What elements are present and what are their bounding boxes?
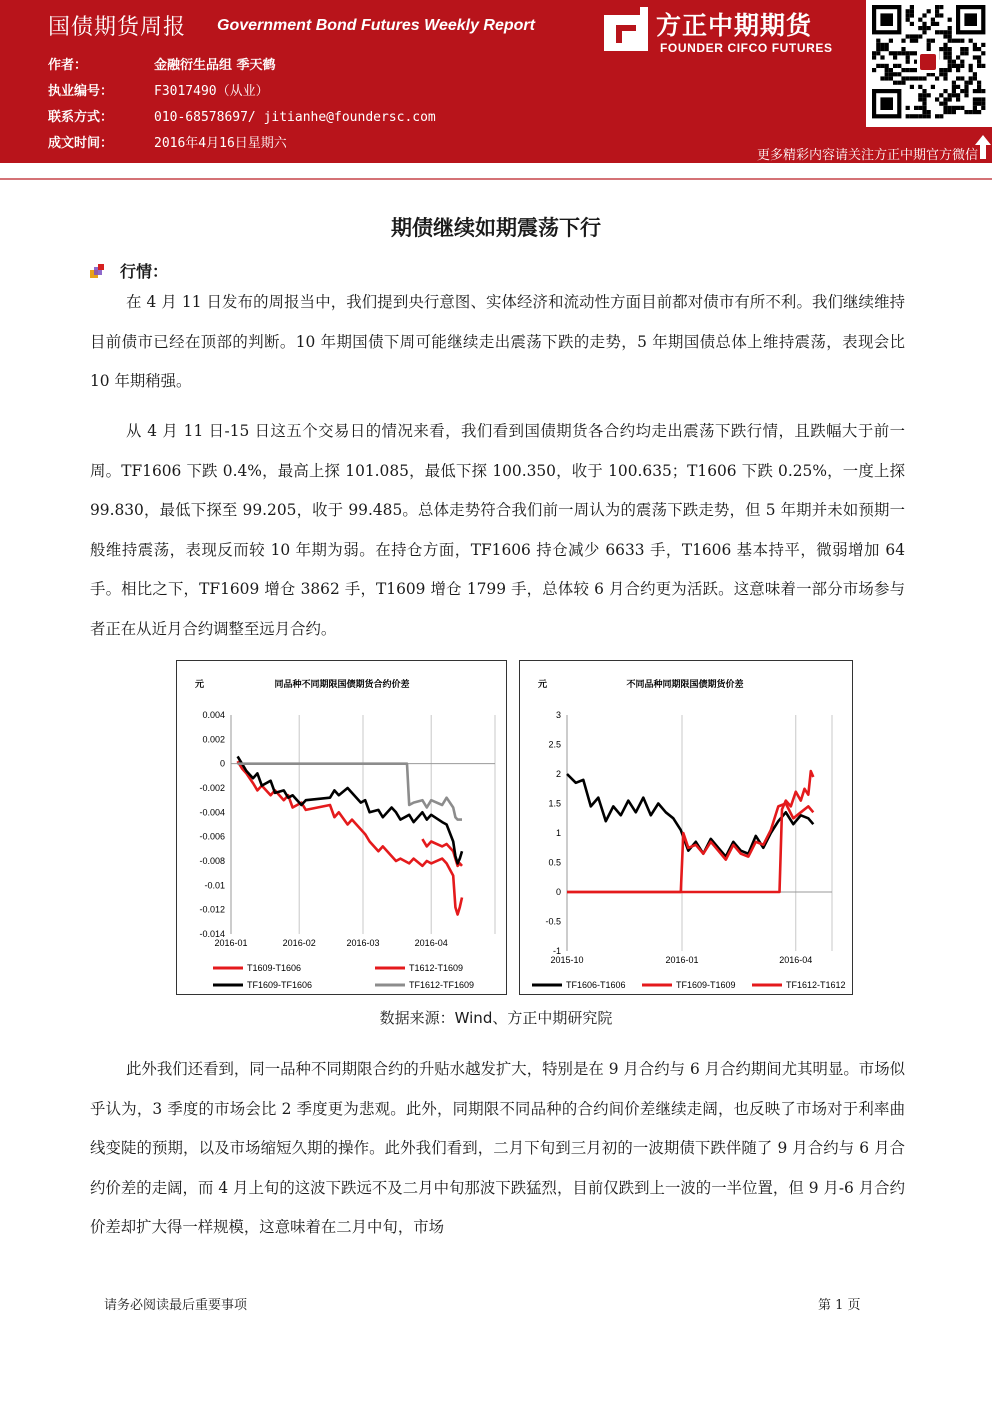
qr-module (981, 106, 985, 110)
qr-module (906, 34, 910, 38)
qr-module (973, 43, 977, 47)
qr-module (914, 114, 918, 118)
qr-module (872, 51, 876, 55)
qr-module (935, 9, 939, 13)
qr-module (910, 39, 914, 43)
qr-module (977, 55, 981, 59)
qr-module (876, 51, 880, 55)
qr-module (973, 110, 977, 114)
qr-module (969, 68, 973, 72)
meta-author (48, 54, 276, 73)
qr-module (956, 97, 960, 101)
chart-legend-label: TF1612-TF1609 (409, 980, 475, 990)
chart-legend-label: TF1609-T1609 (676, 980, 736, 990)
qr-module (876, 47, 880, 51)
qr-module (931, 85, 935, 89)
qr-module (918, 93, 922, 97)
qr-module (981, 97, 985, 101)
meta-label: 作者： (48, 58, 88, 73)
qr-module (943, 47, 947, 51)
qr-module (977, 85, 981, 89)
chart-y-tick-label: 1.5 (548, 798, 561, 809)
qr-module (927, 43, 931, 47)
chart-y-tick-label: -1 (552, 946, 561, 956)
qr-module (977, 102, 981, 106)
meta-value[interactable]: 010-68578697/ jitianhe@foundersc.com (154, 110, 436, 125)
qr-module (872, 55, 876, 59)
qr-module (973, 97, 977, 101)
qr-module (906, 60, 910, 64)
qr-module (914, 106, 918, 110)
qr-module (969, 39, 973, 43)
qr-finder (880, 97, 893, 110)
qr-module (885, 43, 889, 47)
qr-module (889, 51, 893, 55)
qr-module (931, 18, 935, 22)
qr-module (901, 76, 905, 80)
qr-module (880, 76, 884, 80)
qr-module (906, 18, 910, 22)
paragraph-2: 从 4 月 11 日-15 日这五个交易日的情况来看，我们看到国债期货各合约均走出震荡下跌行情，且跌幅大于前一周。TF1606 下跌 0.4%，最高上探 101.085，最低下探 100.350，收于 100.635；T1606 下跌 0.25%，一度上探 99.830，最低下探至 99.205，收于 99.485。总体走势符合我们前一周认为的震荡下跌走势，但 5 年期并未如预期一般维持震荡，表现反而较 10 年期为弱。在持仓方面，TF1606 持仓减少 6633 手，T1606 基本持平，微弱增加 64 手。相比之下，TF1609 增仓 3862 手，T1609 增仓 1799 手，总体较 6 月合约更为活跃。这意味着一部分市场参与者正在从近月合约调整至远月合约。 (90, 422, 905, 638)
qr-module (943, 102, 947, 106)
wechat-qr-code (866, 0, 992, 127)
qr-module (943, 89, 947, 93)
chart-y-tick-label: -0.01 (204, 880, 225, 891)
qr-module (876, 39, 880, 43)
qr-module (935, 5, 939, 9)
qr-module (889, 68, 893, 72)
report-title-en: Government Bond Futures Weekly Report (217, 17, 535, 34)
qr-module (889, 76, 893, 80)
qr-module (943, 68, 947, 72)
chart-x-tick-label: 2015-10 (550, 955, 584, 965)
founder-logo-icon (604, 7, 648, 51)
meta-value: 2016年4月16日星期六 (154, 136, 287, 151)
qr-module (885, 76, 889, 80)
qr-module (927, 9, 931, 13)
qr-module (897, 51, 901, 55)
qr-module (918, 76, 922, 80)
qr-module (927, 110, 931, 114)
chart-series-line (238, 756, 462, 863)
qr-module (935, 97, 939, 101)
qr-module (948, 97, 952, 101)
qr-module (973, 72, 977, 76)
qr-module (922, 30, 926, 34)
section-bullet-icon (90, 264, 106, 278)
qr-module (948, 68, 952, 72)
qr-module (952, 60, 956, 64)
chart-y-tick-label: -0.008 (199, 856, 225, 866)
qr-module (952, 93, 956, 97)
chart-y-tick-label: 3 (555, 710, 561, 720)
qr-module (960, 64, 964, 68)
qr-module (876, 64, 880, 68)
chart-y-tick-label: -0.004 (199, 807, 225, 818)
qr-module (943, 30, 947, 34)
qr-module (973, 76, 977, 80)
chart-cross-product-spread-svg (520, 661, 852, 994)
qr-module (927, 114, 931, 118)
qr-module (922, 106, 926, 110)
chart-x-tick-label: 2016-01 (214, 938, 248, 948)
qr-module (906, 76, 910, 80)
qr-module (948, 106, 952, 110)
qr-module (969, 110, 973, 114)
qr-module (964, 93, 968, 97)
qr-module (956, 85, 960, 89)
qr-module (910, 114, 914, 118)
qr-module (939, 5, 943, 9)
qr-module (935, 76, 939, 80)
chart-x-tick-label: 2016-04 (414, 938, 448, 948)
qr-module (922, 110, 926, 114)
qr-module (939, 72, 943, 76)
chart-same-product-spread-svg (177, 661, 506, 994)
meta-value: F3017490（从业） (154, 84, 269, 99)
qr-module (943, 51, 947, 55)
qr-module (956, 55, 960, 59)
qr-module (956, 68, 960, 72)
qr-module (977, 110, 981, 114)
qr-module (918, 85, 922, 89)
qr-module (943, 43, 947, 47)
chart-legend-label: TF1609-TF1606 (247, 980, 313, 990)
qr-module (939, 68, 943, 72)
chart-x-tick-label: 2016-03 (346, 938, 380, 948)
qr-module (977, 89, 981, 93)
qr-module (952, 81, 956, 85)
qr-module (948, 30, 952, 34)
qr-module (922, 26, 926, 30)
qr-finder (964, 13, 977, 26)
qr-module (880, 47, 884, 51)
qr-module (981, 89, 985, 93)
qr-module (910, 5, 914, 9)
qr-module (969, 81, 973, 85)
qr-module (889, 72, 893, 76)
qr-module (922, 89, 926, 93)
qr-module (973, 102, 977, 106)
qr-module (964, 85, 968, 89)
qr-module (893, 64, 897, 68)
chart-y-tick-label: 1 (555, 828, 561, 838)
qr-module (885, 47, 889, 51)
qr-module (977, 60, 981, 64)
qr-module (935, 22, 939, 26)
qr-module (977, 97, 981, 101)
qr-module (910, 9, 914, 13)
qr-module (918, 18, 922, 22)
qr-module (897, 72, 901, 76)
qr-module (901, 81, 905, 85)
paragraph-1: 在 4 月 11 日发布的周报当中，我们提到央行意图、实体经济和流动性方面目前都对债市有所不利。我们继续维持目前债市已经在顶部的判断。10 年期国债下周可能继续走出震荡下跌的走势，5 年期国债总体上维持震荡，表现会比 10 年期稍强。 (90, 293, 905, 390)
meta-date (48, 132, 287, 151)
qr-module (977, 81, 981, 85)
qr-module (948, 55, 952, 59)
qr-module (939, 47, 943, 51)
qr-module (897, 64, 901, 68)
qr-module (922, 76, 926, 80)
qr-module (935, 13, 939, 17)
qr-module (948, 64, 952, 68)
qr-module (918, 34, 922, 38)
qr-module (918, 106, 922, 110)
chart-y-tick-label: 0.002 (202, 734, 225, 745)
qr-module (964, 110, 968, 114)
qr-module (910, 22, 914, 26)
qr-module (918, 26, 922, 30)
meta-label: 执业编号： (48, 84, 114, 99)
qr-module (948, 47, 952, 51)
qr-module (977, 47, 981, 51)
qr-module (914, 34, 918, 38)
qr-module (880, 43, 884, 47)
qr-module (964, 89, 968, 93)
logo-text-en: FOUNDER CIFCO FUTURES (660, 41, 833, 55)
qr-module (969, 76, 973, 80)
qr-module (973, 47, 977, 51)
qr-module (943, 110, 947, 114)
qr-module (910, 13, 914, 17)
qr-module (952, 110, 956, 114)
qr-module (973, 106, 977, 110)
section-heading-text: 行情： (120, 262, 169, 281)
meta-contact (48, 106, 436, 125)
chart-legend-label: T1612-T1609 (409, 963, 464, 973)
qr-module (981, 64, 985, 68)
qr-module (960, 51, 964, 55)
qr-module (872, 68, 876, 72)
qr-module (885, 68, 889, 72)
chart-y-tick-label: -0.002 (199, 783, 225, 793)
qr-module (910, 85, 914, 89)
qr-module (901, 47, 905, 51)
qr-module (927, 26, 931, 30)
qr-module (897, 81, 901, 85)
meta-license (48, 80, 269, 99)
chart-y-tick-label: 0.5 (548, 857, 561, 868)
chart-legend-label: TF1606-T1606 (566, 980, 626, 990)
qr-module (901, 68, 905, 72)
chart-y-tick-label: -0.014 (199, 929, 225, 939)
qr-module (948, 60, 952, 64)
qr-module (922, 13, 926, 17)
report-title-cn: 国债期货周报 (48, 15, 187, 40)
qr-module (952, 89, 956, 93)
qr-module (973, 55, 977, 59)
meta-label: 成文时间： (48, 136, 114, 151)
qr-module (952, 106, 956, 110)
qr-module (943, 34, 947, 38)
logo-text-cn: 方正中期期货 (656, 11, 813, 40)
qr-module (910, 76, 914, 80)
qr-module (901, 39, 905, 43)
qr-module (906, 9, 910, 13)
qr-module (939, 13, 943, 17)
chart-y-tick-label: -0.5 (545, 916, 561, 927)
chart-ylabel: 元 (195, 679, 205, 689)
qr-module (969, 64, 973, 68)
qr-module (956, 93, 960, 97)
qr-module (906, 114, 910, 118)
footer-page-number: 第 1 页 (818, 1298, 861, 1313)
qr-module (943, 106, 947, 110)
meta-label: 联系方式： (48, 110, 114, 125)
chart-y-tick-label: 0 (219, 758, 225, 769)
paragraph-3: 此外我们还看到，同一品种不同期限合约的升贴水越发扩大，特别是在 9 月合约与 6 月合约期间尤其明显。市场似乎认为，3 季度的市场会比 2 季度更为悲观。此外，同期限不同品种的合约间价差继续走阔，也反映了市场对于利率曲线变陡的预期，以及市场缩短久期的操作。此外我们看到，二月下旬到三月初的一波期债下跌伴随了 9 月合约与 6 月合约价差的走阔，而 4 月上旬的这波下跌远不及二月中旬那波下跌猛烈，目前仅跌到上一波的一半位置，但 9 月-6 月合约价差却扩大得一样规模，这意味着在二月中旬，市场 (90, 1060, 905, 1236)
qr-module (935, 30, 939, 34)
qr-module (910, 68, 914, 72)
qr-module (939, 30, 943, 34)
qr-module (973, 89, 977, 93)
qr-module (893, 72, 897, 76)
qr-module (960, 89, 964, 93)
chart-y-tick-label: -0.012 (199, 904, 225, 915)
qr-module (952, 64, 956, 68)
qr-module (939, 93, 943, 97)
footer-disclaimer: 请务必阅读最后重要事项 (104, 1298, 248, 1313)
qr-module (964, 47, 968, 51)
qr-module (901, 51, 905, 55)
meta-value: 金融衍生品组 季天鹤 (154, 58, 276, 73)
qr-module (960, 76, 964, 80)
qr-module (943, 72, 947, 76)
qr-module (960, 60, 964, 64)
qr-module (893, 81, 897, 85)
qr-module (889, 39, 893, 43)
qr-module (977, 64, 981, 68)
qr-module (922, 102, 926, 106)
qr-module (927, 47, 931, 51)
qr-code-icon (866, 0, 992, 127)
qr-module (918, 97, 922, 101)
qr-module (931, 39, 935, 43)
qr-module (906, 106, 910, 110)
qr-center-logo (920, 54, 936, 70)
chart-x-tick-label: 2016-02 (282, 938, 316, 948)
chart-ylabel: 元 (538, 679, 548, 689)
follow-wechat-text: 更多精彩内容请关注方正中期官方微信 (756, 148, 978, 163)
qr-module (906, 68, 910, 72)
qr-module (885, 64, 889, 68)
qr-module (922, 93, 926, 97)
header-banner (0, 0, 992, 163)
qr-module (956, 76, 960, 80)
qr-module (906, 55, 910, 59)
qr-module (914, 76, 918, 80)
qr-module (952, 39, 956, 43)
qr-module (939, 114, 943, 118)
qr-module (964, 81, 968, 85)
qr-module (981, 51, 985, 55)
qr-module (948, 34, 952, 38)
qr-module (964, 51, 968, 55)
chart-x-tick-label: 2016-04 (779, 955, 813, 965)
chart-legend-label: TF1612-T1612 (786, 980, 846, 990)
qr-module (922, 22, 926, 26)
qr-module (960, 39, 964, 43)
qr-module (948, 18, 952, 22)
chart-series-line (567, 771, 813, 892)
qr-module (981, 43, 985, 47)
section-heading (90, 259, 168, 282)
qr-module (948, 26, 952, 30)
qr-module (893, 55, 897, 59)
arrow-up-icon (974, 134, 992, 160)
document-title: 期债继续如期震荡下行 (391, 216, 601, 240)
qr-module (910, 34, 914, 38)
qr-module (960, 106, 964, 110)
qr-module (922, 114, 926, 118)
qr-module (880, 55, 884, 59)
chart-title: 同品种不同期限国债期货合约价差 (274, 679, 410, 689)
qr-module (981, 102, 985, 106)
qr-module (956, 106, 960, 110)
chart-x-tick-label: 2016-01 (665, 955, 699, 965)
qr-module (956, 64, 960, 68)
qr-module (885, 72, 889, 76)
qr-module (948, 39, 952, 43)
header-divider (0, 178, 992, 180)
qr-module (943, 97, 947, 101)
chart-cross-product-spread (519, 660, 853, 995)
qr-module (960, 47, 964, 51)
qr-module (948, 51, 952, 55)
qr-module (922, 97, 926, 101)
qr-module (948, 93, 952, 97)
qr-module (910, 51, 914, 55)
qr-module (876, 43, 880, 47)
qr-module (931, 22, 935, 26)
chart-y-tick-label: 0.004 (202, 710, 225, 720)
chart-y-tick-label: 2.5 (548, 739, 561, 750)
qr-module (927, 39, 931, 43)
qr-module (918, 114, 922, 118)
qr-module (956, 39, 960, 43)
qr-module (906, 13, 910, 17)
chart-y-tick-label: 2 (555, 769, 561, 779)
qr-module (943, 55, 947, 59)
chart-legend-label: T1609-T1606 (247, 963, 302, 973)
qr-module (893, 51, 897, 55)
qr-module (935, 114, 939, 118)
qr-module (952, 85, 956, 89)
chart-title: 不同品种同期限国债期货价差 (626, 679, 744, 689)
qr-module (927, 93, 931, 97)
chart-same-product-spread (176, 660, 507, 995)
qr-module (943, 76, 947, 80)
qr-finder (880, 13, 893, 26)
chart-source: 数据来源：Wind、方正中期研究院 (379, 1009, 613, 1027)
chart-y-tick-label: 0 (555, 887, 561, 897)
qr-module (914, 39, 918, 43)
chart-y-tick-label: -0.006 (199, 831, 225, 842)
qr-module (948, 110, 952, 114)
qr-module (880, 64, 884, 68)
qr-module (939, 102, 943, 106)
qr-module (906, 51, 910, 55)
